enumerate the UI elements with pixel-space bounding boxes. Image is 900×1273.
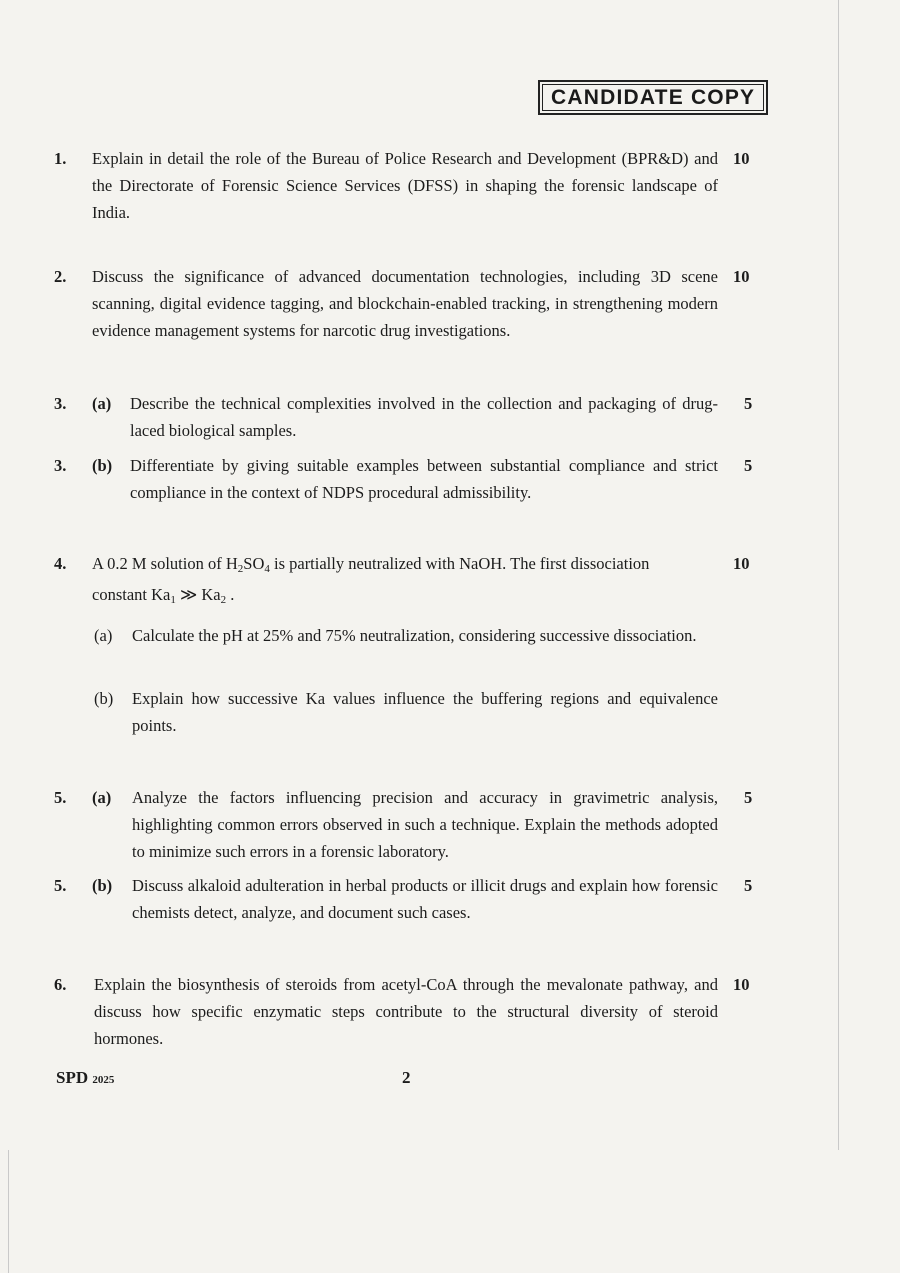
question-number: 3. [54,394,67,413]
question-text: Discuss the significance of advanced documentation technologies, including 3D scene scanning, digital evidence tagging, and blockchain-enabled tracking, in strengthening modern evidence management systems for narcotic drug investigations. [92,267,718,340]
question-text: Differentiate by giving suitable examples between substantial compliance and strict compliance in the context of NDPS procedural admissibility. [130,456,718,502]
question-marks: 5 [744,876,753,895]
question-text: Explain how successive Ka values influence the buffering regions and equivalence points. [132,689,718,735]
question-part: (a) [92,394,112,413]
question-marks: 10 [733,267,750,286]
q4-text-part: constant Ka [92,585,171,604]
q4-text-part: . [226,585,235,604]
q4-subscript: 2 [220,594,227,606]
page-number: 2 [402,1068,411,1087]
q4-text-part: SO [243,554,265,573]
candidate-copy-stamp [538,80,768,115]
question-part: (b) [94,689,114,708]
question-text: Calculate the pH at 25% and 75% neutralization, considering successive dissociation. [132,626,697,645]
question-text: Analyze the factors influencing precision and accuracy in gravimetric analysis, highlighting common errors observed in such a technique. Explain the methods adopted to minimize such errors in a forensic laboratory. [132,788,718,861]
q4-subscript: 4 [264,563,270,575]
question-marks: 10 [733,554,750,573]
question-number: 4. [54,554,67,573]
question-number: 5. [54,876,67,895]
q4-text-part: is partially neutralized with NaOH. The first dissociation [269,554,650,573]
paper-code [56,1068,114,1088]
question-part: (b) [92,876,113,895]
question-marks: 10 [733,149,750,168]
page-edge-line [838,0,839,1150]
page-edge-line [8,1150,9,1273]
question-number: 1. [54,149,67,168]
question-number: 6. [54,975,67,994]
question-part: (a) [92,788,112,807]
question-number: 2. [54,267,67,286]
question-text: Explain in detail the role of the Bureau of Police Research and Development (BPR&D) and the Directorate of Forensic Science Services (DFSS) in shaping the forensic landscape of India. [92,149,718,222]
question-part: (b) [92,456,113,475]
question-text: Describe the technical complexities involved in the collection and packaging of drug-laced biological samples. [130,394,718,440]
paper-year: 2025 [92,1074,115,1086]
q4-constant-line [92,581,718,614]
question-marks: 10 [733,975,750,994]
question-number: 3. [54,456,67,475]
question-marks: 5 [744,456,753,475]
question-marks: 5 [744,788,753,807]
paper-code-label: SPD [56,1068,89,1087]
q4-subscript: 1 [170,594,176,606]
q4-subscript: 2 [237,563,244,575]
question-number: 5. [54,788,67,807]
question-text: Discuss alkaloid adulteration in herbal products or illicit drugs and explain how forensic chemists detect, analyze, and document such cases. [132,876,718,922]
question-text [92,550,718,583]
q4-text-part: A 0.2 M solution of H [92,554,238,573]
stamp-label: CANDIDATE COPY [542,84,764,111]
question-marks: 5 [744,394,753,413]
q4-text-part: ≫ Ka [175,585,221,604]
question-part: (a) [94,626,113,645]
question-text: Explain the biosynthesis of steroids from acetyl-CoA through the mevalonate pathway, and discuss how specific enzymatic steps contribute to the structural diversity of steroid hormones. [94,975,718,1048]
